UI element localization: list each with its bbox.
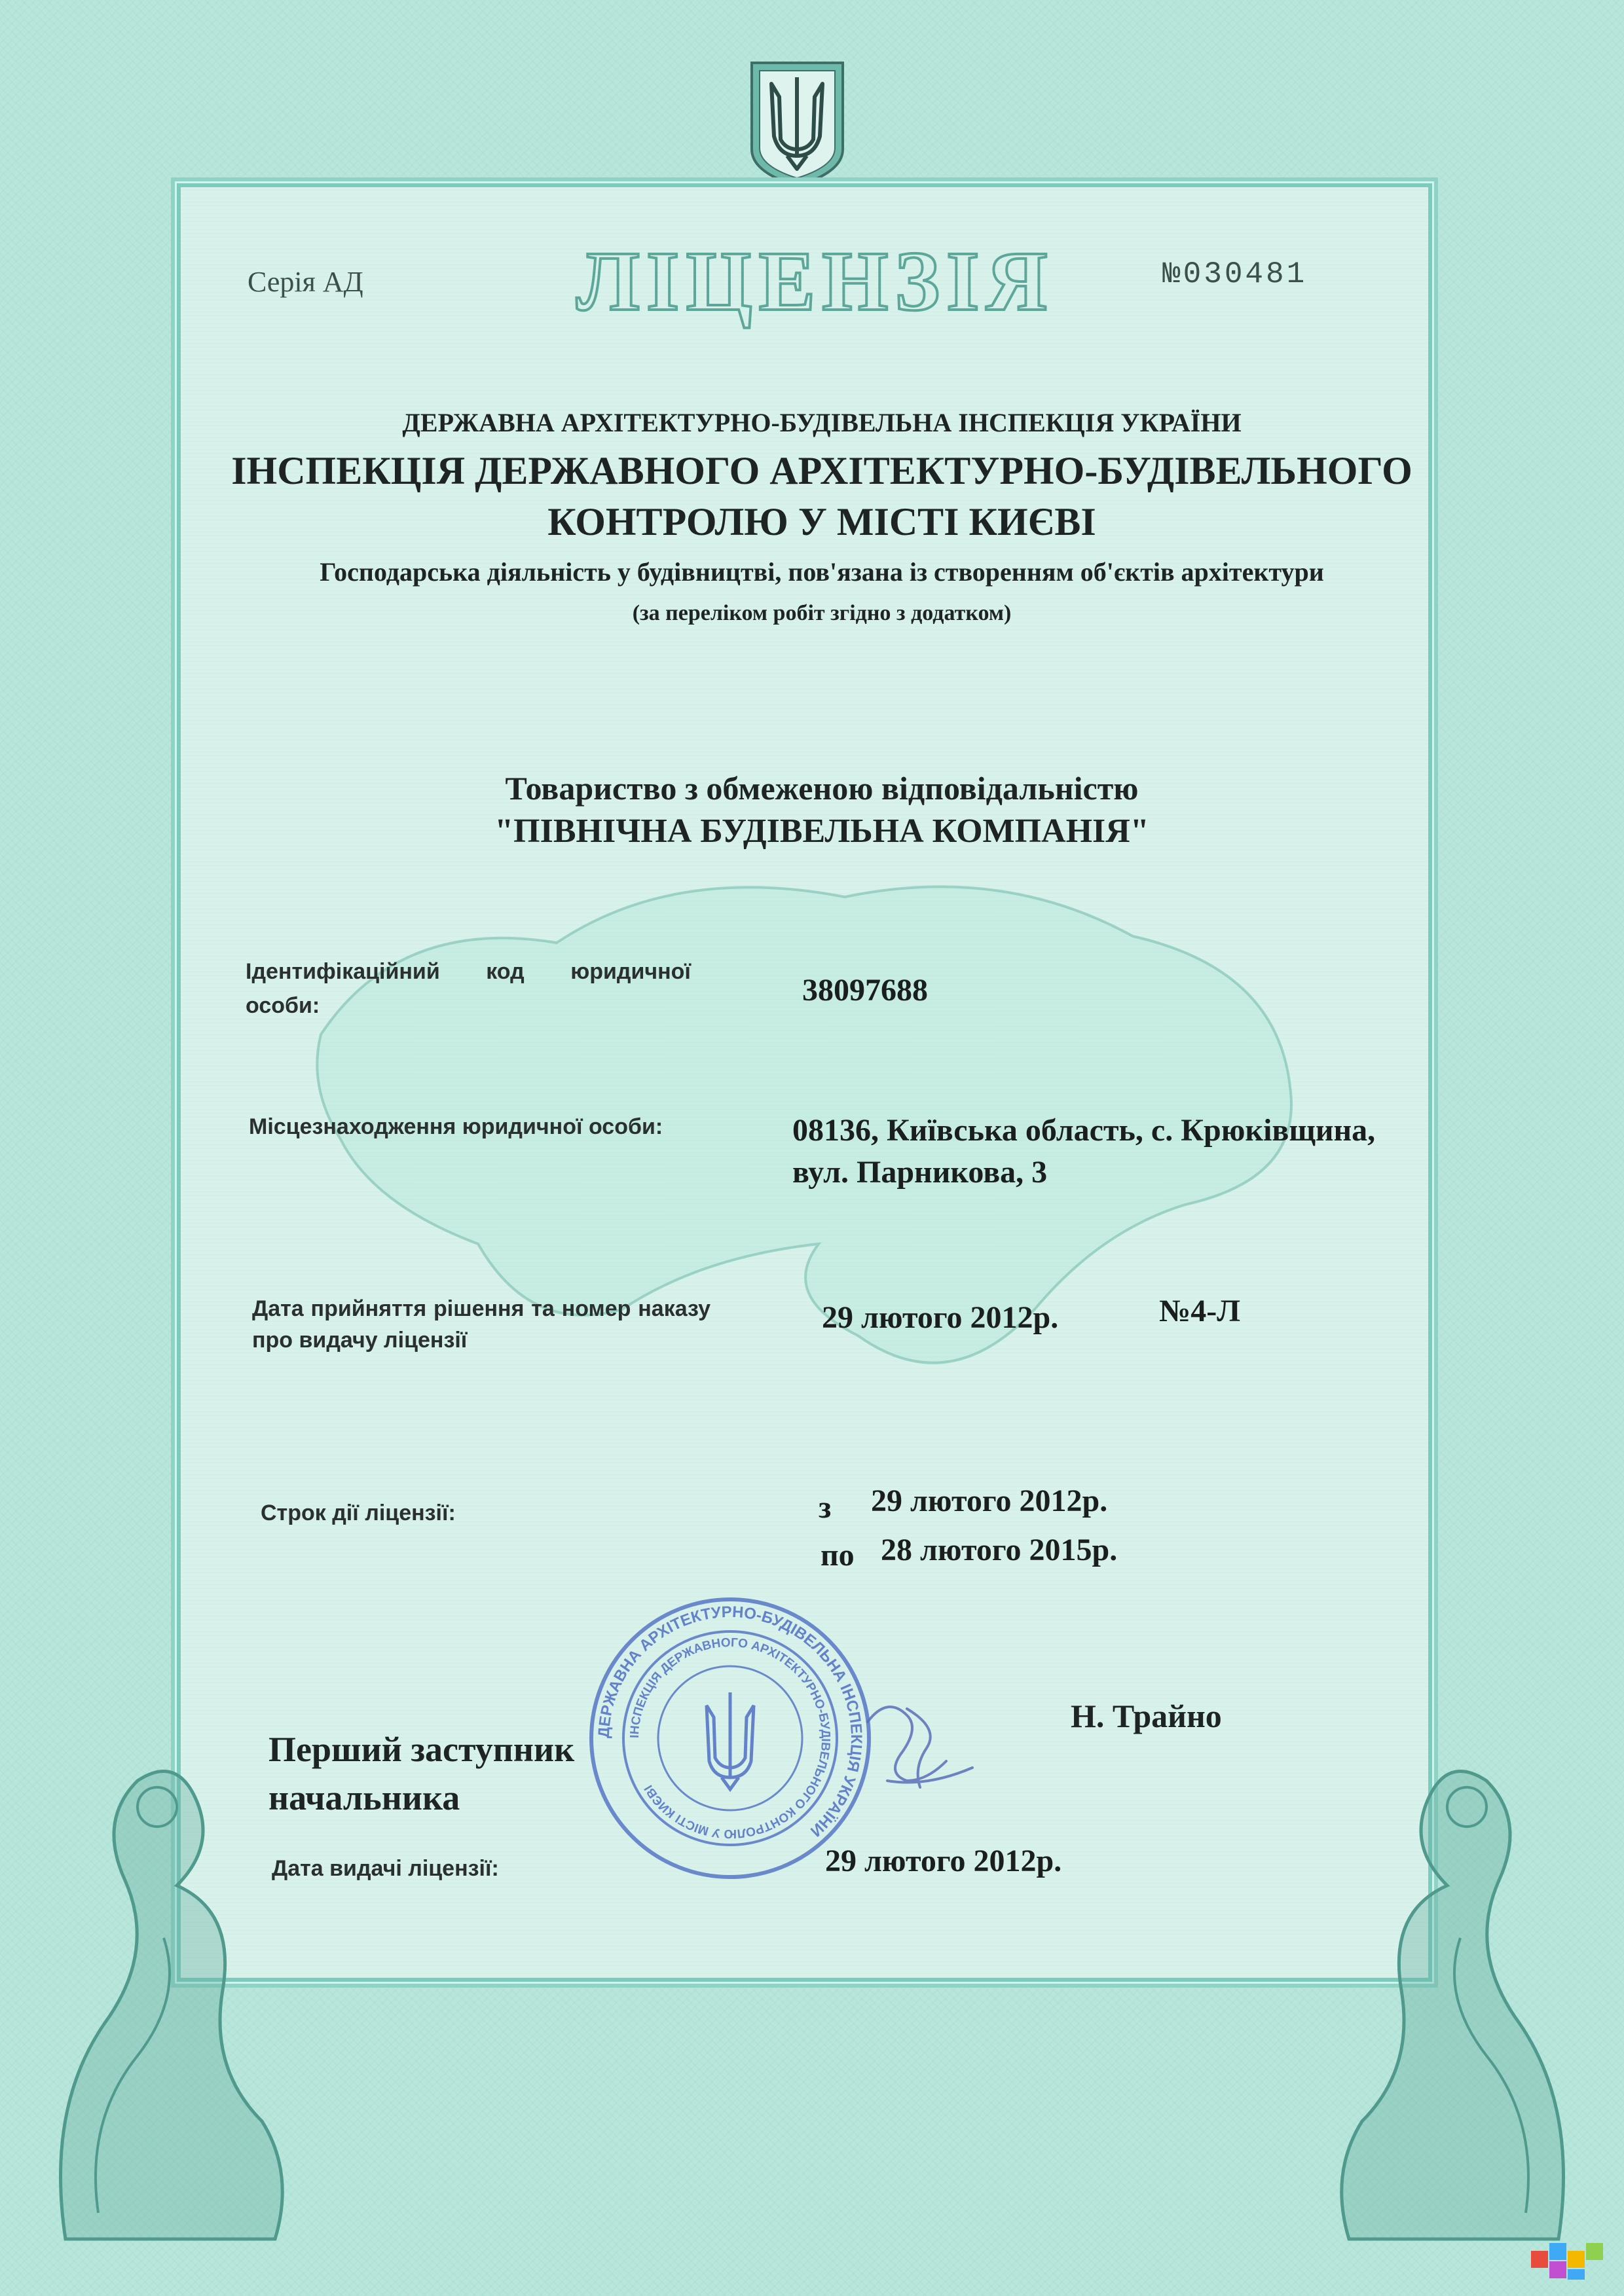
signatory-name: Н. Трайно	[1071, 1698, 1222, 1734]
trident-emblem-icon	[747, 58, 848, 189]
license-title: ЛІЦЕНЗІЯ	[576, 234, 1054, 329]
address-line1: 08136, Київська область, с. Крюківщина,	[792, 1113, 1376, 1148]
svg-text:ІНСПЕКЦІЯ ДЕРЖАВНОГО АРХІТЕКТУ: ІНСПЕКЦІЯ ДЕРЖАВНОГО АРХІТЕКТУРНО-БУДІВЕЛЬНОГО КОНТРОЛЮ У МІСТІ КИЄВІ	[627, 1635, 833, 1841]
agency-name	[223, 445, 1421, 547]
address-value	[792, 1110, 1375, 1194]
official-seal-icon	[586, 1594, 874, 1882]
site-logo-icon	[1531, 2238, 1603, 2280]
company-type: Товариство з обмеженою відповідальністю	[505, 770, 1139, 807]
decision-order-number: №4-Л	[1159, 1294, 1240, 1328]
company-name: "ПІВНІЧНА БУДІВЕЛЬНА КОМПАНІЯ"	[494, 812, 1149, 850]
agency-name-line2: КОНТРОЛЮ У МІСТІ КИЄВІ	[547, 500, 1096, 543]
decision-date: 29 лютого 2012р.	[822, 1300, 1059, 1335]
term-to-date: 28 лютого 2015р.	[881, 1533, 1118, 1567]
signatory-position-line1: Перший заступник	[268, 1730, 575, 1769]
license-number: №030481	[1162, 257, 1308, 291]
signatory-position	[268, 1725, 574, 1822]
term-from-date: 29 лютого 2012р.	[871, 1484, 1108, 1518]
issue-date-label: Дата видачі ліцензії:	[272, 1856, 499, 1881]
agency-parent: ДЕРЖАВНА АРХІТЕКТУРНО-БУДІВЕЛЬНА ІНСПЕКЦІЯ УКРАЇНИ	[402, 408, 1242, 437]
activity-type: Господарська діяльність у будівництві, пов'язана із створенням об'єктів архітектури	[320, 557, 1324, 587]
signatory-position-line2: начальника	[268, 1778, 460, 1817]
svg-text:ДЕРЖАВНА АРХІТЕКТУРНО-БУДІВЕЛЬ: ДЕРЖАВНА АРХІТЕКТУРНО-БУДІВЕЛЬНА ІНСПЕКЦІЯ УКРАЇНИ	[595, 1603, 866, 1840]
id-code-label: Ідентифікаційний код юридичної особи:	[246, 959, 691, 1018]
address-line2: вул. Парникова, 3	[792, 1155, 1048, 1190]
address-label: Місцезнаходження юридичної особи:	[249, 1114, 663, 1139]
activity-note: (за переліком робіт згідно з додатком)	[632, 601, 1012, 625]
handwritten-signature-icon	[848, 1683, 979, 1813]
term-from-prefix: з	[819, 1490, 832, 1525]
term-to-prefix: по	[821, 1538, 855, 1573]
term-label: Строк дії ліцензії:	[261, 1501, 456, 1525]
id-code-value: 38097688	[802, 973, 928, 1008]
corner-ornament-icon	[1323, 1715, 1598, 2252]
corner-ornament-icon	[26, 1715, 301, 2252]
issue-date-value: 29 лютого 2012р.	[825, 1844, 1062, 1878]
agency-name-line1: ІНСПЕКЦІЯ ДЕРЖАВНОГО АРХІТЕКТУРНО-БУДІВЕЛЬНОГО	[231, 449, 1412, 492]
series-label: Серія АД	[248, 266, 363, 298]
decision-label: Дата прийняття рішення та номер наказу про видачу ліцензії	[252, 1296, 710, 1353]
